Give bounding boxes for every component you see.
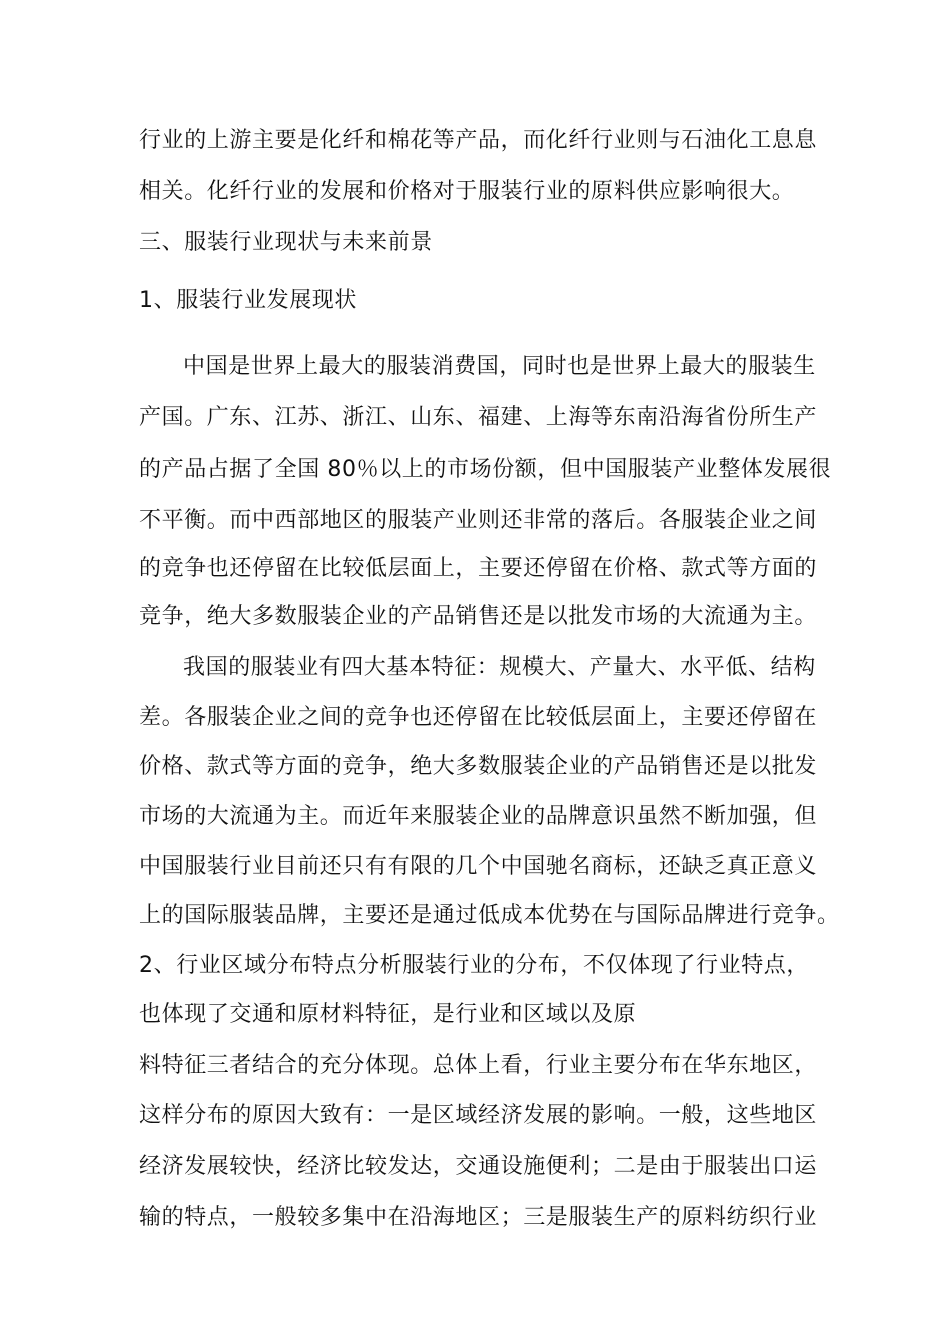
text-line: 行业的上游主要是化纤和棉花等产品，而化纤行业则与石油化工息息 xyxy=(139,128,818,153)
text-line: 的产品占据了全国 80％以上的市场份额，但中国服装产业整体发展很 xyxy=(139,457,832,482)
text-line: 料特征三者结合的充分体现。总体上看，行业主要分布在华东地区， xyxy=(139,1053,818,1078)
subsection-heading: 1、服装行业发展现状 xyxy=(139,288,357,313)
text-line: 市场的大流通为主。而近年来服装企业的品牌意识虽然不断加强，但 xyxy=(139,804,818,829)
text-line: 产国。广东、江苏、浙江、山东、福建、上海等东南沿海省份所生产 xyxy=(139,405,818,430)
text-line: 输的特点，一般较多集中在沿海地区；三是服装生产的原料纺织行业 xyxy=(139,1205,818,1230)
text-line: 中国是世界上最大的服装消费国，同时也是世界上最大的服装生 xyxy=(183,354,816,379)
section-heading: 三、服装行业现状与未来前景 xyxy=(139,230,433,255)
text-line: 这样分布的原因大致有：一是区域经济发展的影响。一般，这些地区 xyxy=(139,1103,818,1128)
text-line: 相关。化纤行业的发展和价格对于服装行业的原料供应影响很大。 xyxy=(139,179,795,204)
text-line: 不平衡。而中西部地区的服装产业则还非常的落后。各服装企业之间 xyxy=(139,508,818,533)
text-line: 2、行业区域分布特点分析服装行业的分布，不仅体现了行业特点， xyxy=(139,953,809,978)
text-line: 的竞争也还停留在比较低层面上，主要还停留在价格、款式等方面的 xyxy=(139,556,818,581)
text-line: 中国服装行业目前还只有有限的几个中国驰名商标，还缺乏真正意义 xyxy=(139,854,818,879)
text-line: 也体现了交通和原材料特征，是行业和区域以及原 xyxy=(139,1002,637,1027)
text-line: 差。各服装企业之间的竞争也还停留在比较低层面上，主要还停留在 xyxy=(139,705,818,730)
text-line: 我国的服装业有四大基本特征：规模大、产量大、水平低、结构 xyxy=(183,655,816,680)
text-line: 竞争，绝大多数服装企业的产品销售还是以批发市场的大流通为主。 xyxy=(139,604,818,629)
text-line: 经济发展较快，经济比较发达，交通设施便利；二是由于服装出口运 xyxy=(139,1154,818,1179)
text-line: 价格、款式等方面的竞争，绝大多数服装企业的产品销售还是以批发 xyxy=(139,754,818,779)
text-line: 上的国际服装品牌，主要还是通过低成本优势在与国际品牌进行竞争。 xyxy=(139,903,840,928)
